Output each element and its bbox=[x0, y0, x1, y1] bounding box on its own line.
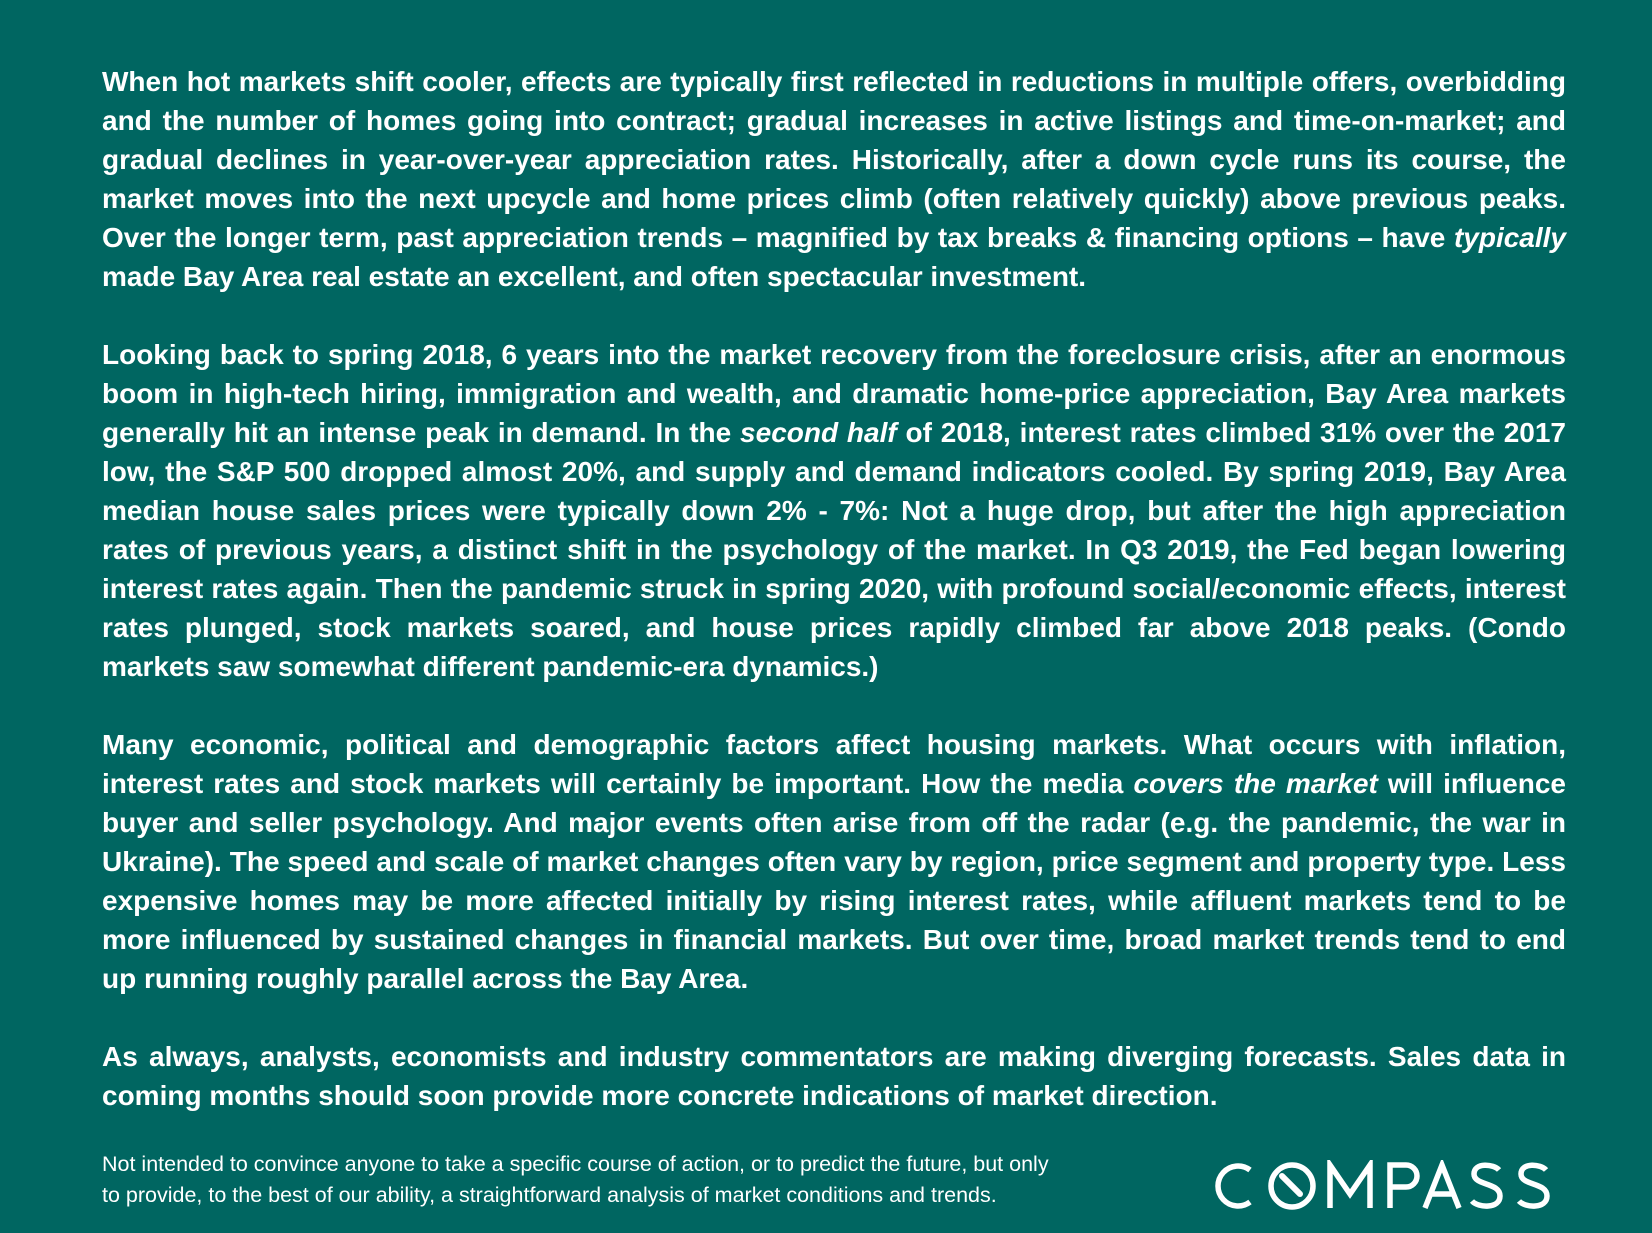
compass-logo bbox=[1210, 1160, 1560, 1212]
paragraph-3-text-b: will influence buyer and seller psychology. And major events often arise from off the radar (e.g. the pandemic, the war in Ukraine). The speed and scale of market changes often vary by region, price segment and property type. Less expensive homes may be more affected initially by rising interest rates, while affluent markets tend to be more influenced by sustained changes in financial markets. But over time, broad market trends tend to end up running roughly parallel across the Bay Area. bbox=[102, 768, 1567, 994]
logo-compass-needle bbox=[1282, 1176, 1300, 1194]
disclaimer-line-2: to provide, to the best of our ability, a straightforward analysis of market conditions and trends. bbox=[102, 1183, 997, 1207]
paragraph-3-emphasis: covers the market bbox=[1133, 768, 1378, 799]
logo-letter-p bbox=[1390, 1165, 1417, 1208]
paragraph-1-emphasis: typically bbox=[1453, 222, 1566, 253]
paragraph-4-text: As always, analysts, economists and industry commentators are making diverging forecasts. Sales data in coming months should soon provide more concrete indications of market direction. bbox=[102, 1041, 1566, 1111]
paragraph-1-text-a: When hot markets shift cooler, effects are typically first reflected in reductions in multiple offers, overbidding and the number of homes going into contract; gradual increases in active listings and time-on-market; and gradual declines in year-over-year appreciation rates. Historically, after a down cycle runs its course, the market moves into the next upcycle and home prices climb (often relatively quickly) above previous peaks. Over the longer term, past appreciation trends – magnified by tax breaks & financing options – have bbox=[102, 66, 1566, 253]
article-body bbox=[102, 62, 1566, 1154]
paragraph-2 bbox=[102, 335, 1566, 686]
paragraph-3-text-a: Many economic, political and demographic factors affect housing markets. What occurs with inflation, interest rates and stock markets will certainly be important. How the media bbox=[102, 729, 1566, 799]
logo-letter-s2 bbox=[1519, 1165, 1547, 1206]
disclaimer-line-1: Not intended to convince anyone to take a specific course of action, or to predict the future, but only bbox=[102, 1152, 1049, 1176]
paragraph-2-text-b: of 2018, interest rates climbed 31% over the 2017 low, the S&P 500 dropped almost 20%, and supply and demand indicators cooled. By spring 2019, Bay Area median house sales prices were typically down 2% - 7%: Not a huge drop, but after the high appreciation rates of previous years, a distinct shift in the psychology of the market. In Q3 2019, the Fed began lowering interest rates again. Then the pandemic struck in spring 2020, with profound social/economic effects, interest rates plunged, stock markets soared, and house prices rapidly climbed far above 2018 peaks. (Condo markets saw somewhat different pandemic-era dynamics.) bbox=[102, 417, 1567, 682]
logo-letter-s1 bbox=[1472, 1165, 1500, 1206]
logo-letter-c bbox=[1218, 1166, 1250, 1206]
paragraph-3 bbox=[102, 725, 1566, 998]
disclaimer bbox=[102, 1149, 1162, 1211]
paragraph-2-emphasis: second half bbox=[740, 417, 897, 448]
paragraph-2-text-a: Looking back to spring 2018, 6 years into the market recovery from the foreclosure crisis, after an enormous boom in high-tech hiring, immigration and wealth, and dramatic home-price appreciation, Bay Area markets generally hit an intense peak in demand. In the bbox=[102, 339, 1566, 448]
paragraph-4 bbox=[102, 1037, 1566, 1115]
logo-letter-a bbox=[1425, 1165, 1459, 1208]
paragraph-1-text-b: made Bay Area real estate an excellent, and often spectacular investment. bbox=[102, 261, 1087, 292]
logo-letter-m bbox=[1330, 1165, 1370, 1208]
paragraph-1 bbox=[102, 62, 1566, 296]
